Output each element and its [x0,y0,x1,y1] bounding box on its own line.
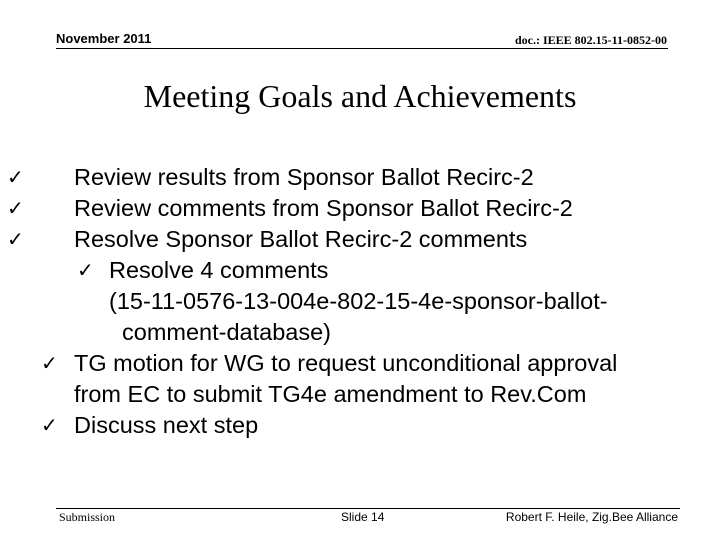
sub-bullet-text: comment-database) [122,319,331,345]
header-date: November 2011 [56,31,152,46]
slide-number: Slide 14 [341,510,385,524]
check-icon: ✓ [7,227,24,251]
sub-bullet-continuation [0,317,720,348]
check-icon: ✓ [7,165,24,189]
sub-bullet-text: (15-11-0576-13-004e-802-15-4e-sponsor-ballot- [109,288,608,314]
bullet-item [0,162,720,193]
check-icon: ✓ [77,258,94,282]
header-doc-id: doc.: IEEE 802.15-11-0852-00 [514,33,667,47]
bullet-item [0,193,720,224]
bullet-list [0,162,720,441]
bullet-item [0,348,720,379]
bullet-item [0,410,720,441]
footer-submission: Submission [59,510,116,524]
check-icon: ✓ [41,413,58,437]
header-divider [56,48,668,49]
bullet-text: TG motion for WG to request unconditional approval [74,350,618,376]
sub-bullet-text: Resolve 4 comments [109,257,329,283]
bullet-text: Review results from Sponsor Ballot Recirc-2 [74,164,534,190]
bullet-text: from EC to submit TG4e amendment to Rev.Com [74,381,587,407]
bullet-continuation [0,379,720,410]
bullet-text: Discuss next step [74,412,259,438]
bullet-text: Review comments from Sponsor Ballot Recirc-2 [74,195,573,221]
footer-divider [56,508,680,509]
footer-author: Robert F. Heile, Zig.Bee Alliance [505,510,678,524]
bullet-text: Resolve Sponsor Ballot Recirc-2 comments [74,226,528,252]
sub-bullet-item [0,255,720,286]
slide-title: Meeting Goals and Achievements [143,78,577,114]
bullet-item [0,224,720,255]
check-icon: ✓ [7,196,24,220]
sub-bullet-continuation [0,286,720,317]
check-icon: ✓ [41,351,58,375]
